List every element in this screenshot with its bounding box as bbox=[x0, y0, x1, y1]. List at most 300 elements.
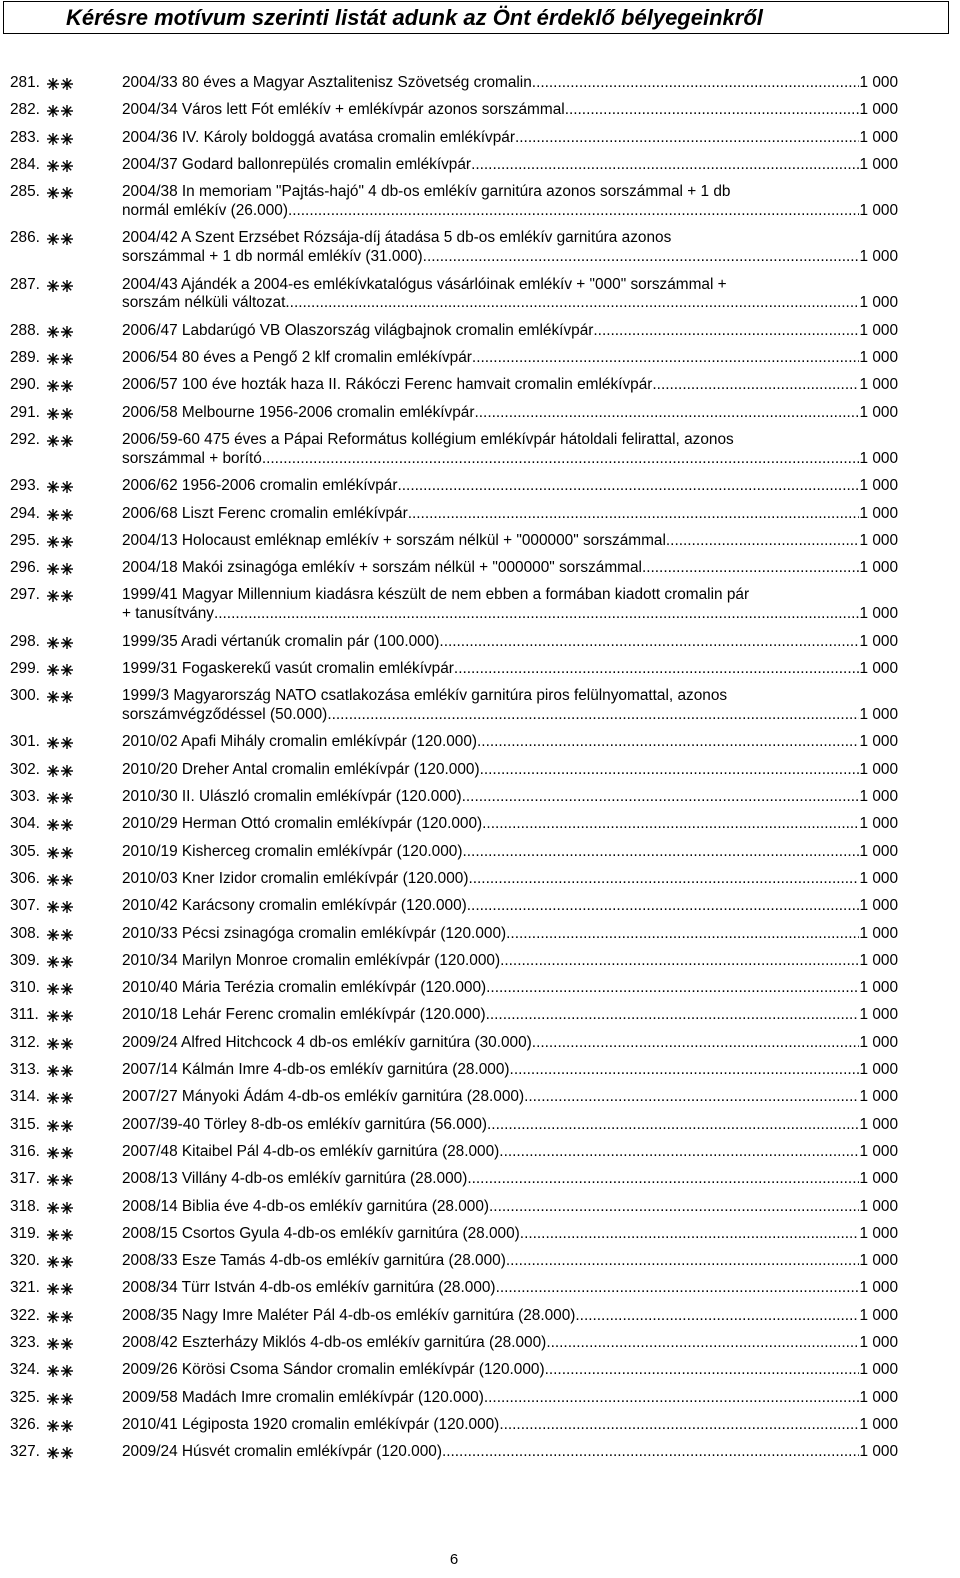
dot-leader bbox=[489, 1198, 859, 1217]
dot-leader bbox=[475, 404, 860, 423]
dot-leader bbox=[408, 505, 860, 524]
item-price: 1 000 bbox=[859, 924, 898, 942]
double-star-icon bbox=[47, 105, 73, 117]
item-price: 1 000 bbox=[859, 531, 898, 549]
item-price: 1 000 bbox=[859, 1224, 898, 1242]
item-price: 1 000 bbox=[859, 1033, 898, 1051]
item-text: 2010/03 Kner Izidor cromalin emlékívpár (120.000) bbox=[122, 869, 469, 887]
item-price: 1 000 bbox=[859, 1197, 898, 1215]
item-number: 307. bbox=[10, 897, 40, 915]
item-price: 1 000 bbox=[859, 705, 898, 723]
item-text: 2004/13 Holocaust emléknap emlékív + sorszám nélkül + "000000" sorszámmal bbox=[122, 531, 666, 549]
item-number: 288. bbox=[10, 321, 40, 339]
item-text: normál emlékív (26.000) bbox=[122, 201, 288, 219]
dot-leader bbox=[510, 1061, 860, 1080]
item-description bbox=[122, 276, 898, 313]
item-text-line bbox=[122, 1143, 898, 1162]
item-description bbox=[122, 101, 898, 120]
item-price: 1 000 bbox=[859, 477, 898, 495]
item-number: 311. bbox=[10, 1006, 39, 1024]
item-text: sorszámvégződéssel (50.000) bbox=[122, 705, 328, 723]
item-text-line bbox=[122, 376, 898, 395]
item-price: 1 000 bbox=[859, 294, 898, 312]
item-price: 1 000 bbox=[859, 403, 898, 421]
item-price: 1 000 bbox=[859, 128, 898, 146]
dot-leader bbox=[262, 450, 860, 469]
dot-leader bbox=[486, 1006, 860, 1025]
item-price: 1 000 bbox=[859, 101, 898, 119]
item-number: 325. bbox=[10, 1388, 40, 1406]
item-text-line bbox=[122, 349, 898, 368]
item-number: 299. bbox=[10, 659, 40, 677]
item-number: 281. bbox=[10, 74, 40, 91]
double-star-icon bbox=[47, 233, 73, 245]
item-number: 309. bbox=[10, 951, 40, 969]
item-price: 1 000 bbox=[859, 74, 898, 91]
item-text: 2008/33 Esze Tamás 4-db-os emlékív garnitúra (28.000) bbox=[122, 1252, 506, 1270]
item-price: 1 000 bbox=[859, 155, 898, 173]
item-text: 2007/14 Kálmán Imre 4-db-os emlékív garnitúra (28.000) bbox=[122, 1061, 510, 1078]
item-text-line: 2006/59-60 475 éves a Pápai Református kollégium emlékívpár hátoldali felirattal, azonos bbox=[122, 431, 734, 448]
item-price: 1 000 bbox=[859, 349, 898, 367]
item-price: 1 000 bbox=[859, 815, 898, 833]
double-star-icon bbox=[47, 380, 73, 392]
double-star-icon bbox=[47, 435, 73, 447]
item-text-line: 2004/43 Ajándék a 2004-es emlékívkatalógus vásárlóinak emlékív + "000" sorszámmal + bbox=[122, 275, 727, 293]
item-number: 316. bbox=[10, 1142, 40, 1160]
item-text-line bbox=[122, 788, 898, 807]
double-star-icon bbox=[47, 901, 73, 913]
item-text: 2009/24 Alfred Hitchcock 4 db-os emlékív garnitúra (30.000) bbox=[122, 1033, 532, 1051]
item-text-line bbox=[122, 1252, 898, 1271]
item-number: 284. bbox=[10, 155, 40, 173]
item-price: 1 000 bbox=[859, 504, 898, 522]
double-star-icon bbox=[47, 1283, 73, 1295]
item-description bbox=[122, 733, 898, 752]
double-star-icon bbox=[47, 1010, 73, 1022]
item-price: 1 000 bbox=[859, 1088, 898, 1106]
item-description bbox=[122, 1116, 898, 1135]
item-description bbox=[122, 349, 898, 368]
double-star-icon bbox=[47, 637, 73, 649]
item-price: 1 000 bbox=[859, 760, 898, 778]
item-description bbox=[122, 870, 898, 889]
item-text: 2004/36 IV. Károly boldoggá avatása cromalin emlékívpár bbox=[122, 128, 515, 146]
double-star-icon bbox=[47, 563, 73, 575]
dot-leader bbox=[515, 129, 859, 148]
item-description bbox=[122, 376, 898, 395]
double-star-icon bbox=[47, 1311, 73, 1323]
item-number: 315. bbox=[10, 1115, 40, 1133]
item-description bbox=[122, 404, 898, 423]
item-number: 303. bbox=[10, 788, 40, 805]
item-number: 296. bbox=[10, 559, 40, 577]
item-text: 2004/18 Makói zsinagóga emlékív + sorszám nélkül + "000000" sorszámmal bbox=[122, 559, 642, 577]
item-text-line bbox=[122, 1334, 898, 1353]
dot-leader bbox=[500, 952, 859, 971]
item-text-line bbox=[122, 843, 898, 862]
item-text: 2006/54 80 éves a Pengő 2 klf cromalin emlékívpár bbox=[122, 349, 472, 367]
double-star-icon bbox=[47, 1038, 73, 1050]
double-star-icon bbox=[47, 664, 73, 676]
item-description bbox=[122, 1170, 898, 1189]
item-price: 1 000 bbox=[859, 1252, 898, 1270]
item-number: 321. bbox=[10, 1279, 40, 1297]
dot-leader bbox=[506, 925, 859, 944]
item-price: 1 000 bbox=[859, 1334, 898, 1351]
item-number: 292. bbox=[10, 431, 40, 448]
dot-leader bbox=[520, 1225, 860, 1244]
item-text: 2004/34 Város lett Fót emlékív + emlékívpár azonos sorszámmal bbox=[122, 101, 565, 119]
item-text: 1999/35 Aradi vértanúk cromalin pár (100.000) bbox=[122, 632, 440, 650]
item-price: 1 000 bbox=[859, 632, 898, 650]
item-text: 2007/48 Kitaibel Pál 4-db-os emlékív garnitúra (28.000) bbox=[122, 1142, 500, 1160]
double-star-icon bbox=[47, 691, 73, 703]
dot-leader bbox=[285, 294, 859, 313]
item-description bbox=[122, 633, 898, 652]
dot-leader bbox=[565, 101, 860, 120]
dot-leader bbox=[499, 1416, 859, 1435]
item-number: 301. bbox=[10, 733, 40, 751]
item-number: 313. bbox=[10, 1061, 40, 1078]
dot-leader bbox=[666, 532, 860, 551]
item-text-line bbox=[122, 248, 898, 267]
dot-leader bbox=[575, 1307, 859, 1326]
item-text-line: 1999/3 Magyarország NATO csatlakozása emlékív garnitúra piros felülnyomattal, azonos bbox=[122, 687, 728, 705]
item-description bbox=[122, 788, 898, 807]
double-star-icon bbox=[47, 1147, 73, 1159]
dot-leader bbox=[506, 1252, 860, 1271]
item-price: 1 000 bbox=[859, 1061, 898, 1078]
dot-leader bbox=[546, 1334, 859, 1353]
item-text-line: 1999/41 Magyar Millennium kiadásra készült de nem ebben a formában kiadott cromalin pár bbox=[122, 586, 750, 604]
dot-leader bbox=[486, 979, 859, 998]
item-number: 320. bbox=[10, 1252, 40, 1270]
item-number: 310. bbox=[10, 979, 40, 997]
item-text-line bbox=[122, 1443, 898, 1462]
item-number: 298. bbox=[10, 632, 40, 650]
item-text: 2010/41 Légiposta 1920 cromalin emlékívpár (120.000) bbox=[122, 1415, 500, 1433]
item-description bbox=[122, 687, 898, 724]
item-description bbox=[122, 129, 898, 148]
item-text: 2010/34 Marilyn Monroe cromalin emlékívpár (120.000) bbox=[122, 951, 501, 969]
double-star-icon bbox=[47, 1338, 73, 1350]
item-text: sorszám nélküli változat bbox=[122, 294, 286, 312]
item-description bbox=[122, 183, 898, 220]
item-description bbox=[122, 505, 898, 524]
item-text: 2004/33 80 éves a Magyar Asztalitenisz Szövetség cromalin bbox=[122, 74, 532, 91]
item-text: 2009/26 Körösi Csoma Sándor cromalin emlékívpár (120.000) bbox=[122, 1361, 545, 1379]
double-star-icon bbox=[47, 481, 73, 493]
item-number: 319. bbox=[10, 1224, 40, 1242]
item-price: 1 000 bbox=[859, 1443, 898, 1461]
item-description bbox=[122, 1416, 898, 1435]
item-description bbox=[122, 477, 898, 496]
item-number: 306. bbox=[10, 869, 40, 887]
item-description bbox=[122, 925, 898, 944]
item-price: 1 000 bbox=[859, 1388, 898, 1406]
item-description bbox=[122, 1198, 898, 1217]
item-number: 304. bbox=[10, 815, 40, 833]
item-price: 1 000 bbox=[859, 604, 898, 622]
dot-leader bbox=[524, 1088, 859, 1107]
item-text: 2008/15 Csortos Gyula 4-db-os emlékív garnitúra (28.000) bbox=[122, 1224, 520, 1242]
item-text-line bbox=[122, 74, 898, 93]
item-number: 282. bbox=[10, 101, 40, 119]
item-number: 286. bbox=[10, 229, 40, 247]
dot-leader bbox=[642, 559, 860, 578]
item-description bbox=[122, 559, 898, 578]
item-number: 322. bbox=[10, 1306, 40, 1324]
item-number: 323. bbox=[10, 1334, 40, 1351]
double-star-icon bbox=[47, 1229, 73, 1241]
item-text-line bbox=[122, 1279, 898, 1298]
item-text-line bbox=[122, 532, 898, 551]
item-description bbox=[122, 1143, 898, 1162]
item-text-line bbox=[122, 202, 898, 221]
dot-leader bbox=[477, 733, 859, 752]
item-number: 297. bbox=[10, 586, 40, 604]
item-price: 1 000 bbox=[859, 376, 898, 394]
item-description bbox=[122, 843, 898, 862]
item-text-line bbox=[122, 1361, 898, 1380]
item-text-line bbox=[122, 477, 898, 496]
item-text: 2007/39-40 Törley 8-db-os emlékív garnitúra (56.000) bbox=[122, 1115, 488, 1133]
dot-leader bbox=[462, 788, 860, 807]
item-text-line: 2004/38 In memoriam "Pajtás-hajó" 4 db-os emlékív garnitúra azonos sorszámmal + 1 db bbox=[122, 183, 731, 201]
item-number: 327. bbox=[10, 1443, 40, 1461]
double-star-icon bbox=[47, 1420, 73, 1432]
dot-leader bbox=[532, 1034, 860, 1053]
item-text: 2010/29 Herman Ottó cromalin emlékívpár (120.000) bbox=[122, 815, 483, 833]
double-star-icon bbox=[47, 1393, 73, 1405]
item-text: sorszámmal + borító bbox=[122, 449, 262, 467]
dot-leader bbox=[288, 202, 860, 221]
dot-leader bbox=[532, 74, 860, 93]
item-text-line bbox=[122, 450, 898, 469]
double-star-icon bbox=[47, 1447, 73, 1459]
double-star-icon bbox=[47, 929, 73, 941]
item-text-line bbox=[122, 1034, 898, 1053]
item-number: 291. bbox=[10, 403, 40, 421]
item-price: 1 000 bbox=[859, 788, 898, 805]
item-price: 1 000 bbox=[859, 247, 898, 265]
double-star-icon bbox=[47, 408, 73, 420]
item-description bbox=[122, 979, 898, 998]
item-description bbox=[122, 1034, 898, 1053]
item-text-line bbox=[122, 101, 898, 120]
item-description bbox=[122, 815, 898, 834]
item-description bbox=[122, 156, 898, 175]
item-text-line bbox=[122, 156, 898, 175]
dot-leader bbox=[652, 376, 859, 395]
item-text-line bbox=[122, 322, 898, 341]
dot-leader bbox=[593, 322, 859, 341]
item-number: 314. bbox=[10, 1088, 40, 1106]
item-number: 283. bbox=[10, 128, 40, 146]
item-number: 289. bbox=[10, 349, 40, 367]
double-star-icon bbox=[47, 353, 73, 365]
item-description bbox=[122, 761, 898, 780]
item-price: 1 000 bbox=[859, 842, 898, 860]
item-price: 1 000 bbox=[859, 951, 898, 969]
double-star-icon bbox=[47, 280, 73, 292]
item-number: 302. bbox=[10, 760, 40, 778]
item-price: 1 000 bbox=[859, 897, 898, 915]
item-number: 324. bbox=[10, 1361, 40, 1379]
dot-leader bbox=[423, 248, 860, 267]
item-text-line bbox=[122, 1307, 898, 1326]
item-number: 300. bbox=[10, 687, 40, 705]
item-text: 2009/24 Húsvét cromalin emlékívpár (120.000) bbox=[122, 1443, 442, 1461]
item-text: 2009/58 Madách Imre cromalin emlékívpár (120.000) bbox=[122, 1388, 484, 1406]
item-number: 287. bbox=[10, 275, 40, 293]
item-price: 1 000 bbox=[859, 733, 898, 751]
item-text: 2010/19 Kisherceg cromalin emlékívpár (120.000) bbox=[122, 842, 463, 860]
item-price: 1 000 bbox=[859, 201, 898, 219]
item-description bbox=[122, 1279, 898, 1298]
dot-leader bbox=[214, 605, 860, 624]
item-text-line bbox=[122, 952, 898, 971]
item-text-line bbox=[122, 897, 898, 916]
item-text: 1999/31 Fogaskerekű vasút cromalin emlékívpár bbox=[122, 659, 454, 677]
double-star-icon bbox=[47, 1256, 73, 1268]
item-text: 2008/34 Türr István 4-db-os emlékív garnitúra (28.000) bbox=[122, 1279, 496, 1297]
item-text: 2010/42 Karácsony cromalin emlékívpár (120.000) bbox=[122, 897, 467, 915]
item-text: 2006/62 1956-2006 cromalin emlékívpár bbox=[122, 477, 398, 495]
dot-leader bbox=[439, 633, 859, 652]
item-price: 1 000 bbox=[859, 321, 898, 339]
double-star-icon bbox=[47, 1065, 73, 1077]
double-star-icon bbox=[47, 847, 73, 859]
double-star-icon bbox=[47, 160, 73, 172]
item-text-line bbox=[122, 559, 898, 578]
double-star-icon bbox=[47, 956, 73, 968]
item-price: 1 000 bbox=[859, 1306, 898, 1324]
dot-leader bbox=[499, 1143, 859, 1162]
item-text-line bbox=[122, 1198, 898, 1217]
item-description bbox=[122, 1252, 898, 1271]
item-description bbox=[122, 1088, 898, 1107]
item-description bbox=[122, 431, 898, 468]
item-text: sorszámmal + 1 db normál emlékív (31.000) bbox=[122, 247, 423, 265]
dot-leader bbox=[327, 706, 859, 725]
dot-leader bbox=[463, 843, 860, 862]
item-text-line bbox=[122, 1389, 898, 1408]
dot-leader bbox=[398, 477, 860, 496]
item-number: 312. bbox=[10, 1033, 40, 1051]
item-description bbox=[122, 952, 898, 971]
item-text: 2010/18 Lehár Ferenc cromalin emlékívpár (120.000) bbox=[122, 1006, 486, 1024]
item-number: 318. bbox=[10, 1197, 40, 1215]
item-number: 326. bbox=[10, 1415, 40, 1433]
item-text-line bbox=[122, 1116, 898, 1135]
item-description bbox=[122, 897, 898, 916]
dot-leader bbox=[482, 815, 859, 834]
item-description bbox=[122, 1307, 898, 1326]
item-text-line: 2004/42 A Szent Erzsébet Rózsája-díj átadása 5 db-os emlékív garnitúra azonos bbox=[122, 229, 672, 247]
item-price: 1 000 bbox=[859, 1170, 898, 1188]
item-text-line bbox=[122, 633, 898, 652]
item-text-line bbox=[122, 294, 898, 313]
item-text: 2006/57 100 éve hozták haza II. Rákóczi Ferenc hamvait cromalin emlékívpár bbox=[122, 376, 653, 394]
item-number: 295. bbox=[10, 531, 40, 549]
item-description bbox=[122, 1006, 898, 1025]
item-number: 294. bbox=[10, 504, 40, 522]
double-star-icon bbox=[47, 509, 73, 521]
item-text: 2010/20 Dreher Antal cromalin emlékívpár (120.000) bbox=[122, 760, 480, 778]
double-star-icon bbox=[47, 1174, 73, 1186]
item-price: 1 000 bbox=[859, 979, 898, 997]
item-description bbox=[122, 660, 898, 679]
item-description bbox=[122, 1361, 898, 1380]
item-description bbox=[122, 229, 898, 266]
dot-leader bbox=[471, 156, 859, 175]
item-number: 290. bbox=[10, 376, 40, 394]
item-text: 2008/14 Biblia éve 4-db-os emlékív garnitúra (28.000) bbox=[122, 1197, 490, 1215]
item-text-line bbox=[122, 1170, 898, 1189]
item-text-line bbox=[122, 1006, 898, 1025]
item-number: 285. bbox=[10, 183, 40, 201]
item-text-line bbox=[122, 1088, 898, 1107]
double-star-icon bbox=[47, 1120, 73, 1132]
item-text-line bbox=[122, 1416, 898, 1435]
dot-leader bbox=[480, 761, 860, 780]
item-text: 2007/27 Mányoki Ádám 4-db-os emlékív garnitúra (28.000) bbox=[122, 1088, 525, 1106]
item-text-line bbox=[122, 605, 898, 624]
item-text-line bbox=[122, 706, 898, 725]
double-star-icon bbox=[47, 983, 73, 995]
double-star-icon bbox=[47, 133, 73, 145]
item-description bbox=[122, 586, 898, 623]
item-text-line bbox=[122, 979, 898, 998]
double-star-icon bbox=[47, 765, 73, 777]
item-text-line bbox=[122, 815, 898, 834]
item-text: 2006/47 Labdarúgó VB Olaszország világbajnok cromalin emlékívpár bbox=[122, 321, 594, 339]
item-text: 2006/58 Melbourne 1956-2006 cromalin emlékívpár bbox=[122, 403, 475, 421]
item-text-line bbox=[122, 870, 898, 889]
double-star-icon bbox=[47, 326, 73, 338]
item-description bbox=[122, 1225, 898, 1244]
item-description bbox=[122, 322, 898, 341]
double-star-icon bbox=[47, 737, 73, 749]
dot-leader bbox=[468, 870, 859, 889]
item-text-line bbox=[122, 733, 898, 752]
item-text: 2010/02 Apafi Mihály cromalin emlékívpár (120.000) bbox=[122, 733, 478, 751]
item-text-line bbox=[122, 660, 898, 679]
item-text: 2008/13 Villány 4-db-os emlékív garnitúra (28.000) bbox=[122, 1170, 468, 1188]
item-price: 1 000 bbox=[859, 1115, 898, 1133]
item-number: 305. bbox=[10, 842, 40, 860]
item-text-line bbox=[122, 129, 898, 148]
item-description bbox=[122, 532, 898, 551]
item-description bbox=[122, 1443, 898, 1462]
item-description bbox=[122, 1061, 898, 1080]
dot-leader bbox=[484, 1389, 860, 1408]
item-number: 293. bbox=[10, 477, 40, 495]
double-star-icon bbox=[47, 590, 73, 602]
item-price: 1 000 bbox=[859, 559, 898, 577]
double-star-icon bbox=[47, 792, 73, 804]
item-text: 2006/68 Liszt Ferenc cromalin emlékívpár bbox=[122, 504, 408, 522]
item-price: 1 000 bbox=[859, 1361, 898, 1379]
item-price: 1 000 bbox=[859, 869, 898, 887]
item-text: 2010/40 Mária Terézia cromalin emlékívpár (120.000) bbox=[122, 979, 487, 997]
double-star-icon bbox=[47, 819, 73, 831]
double-star-icon bbox=[47, 78, 73, 90]
double-star-icon bbox=[47, 874, 73, 886]
item-description bbox=[122, 74, 898, 93]
